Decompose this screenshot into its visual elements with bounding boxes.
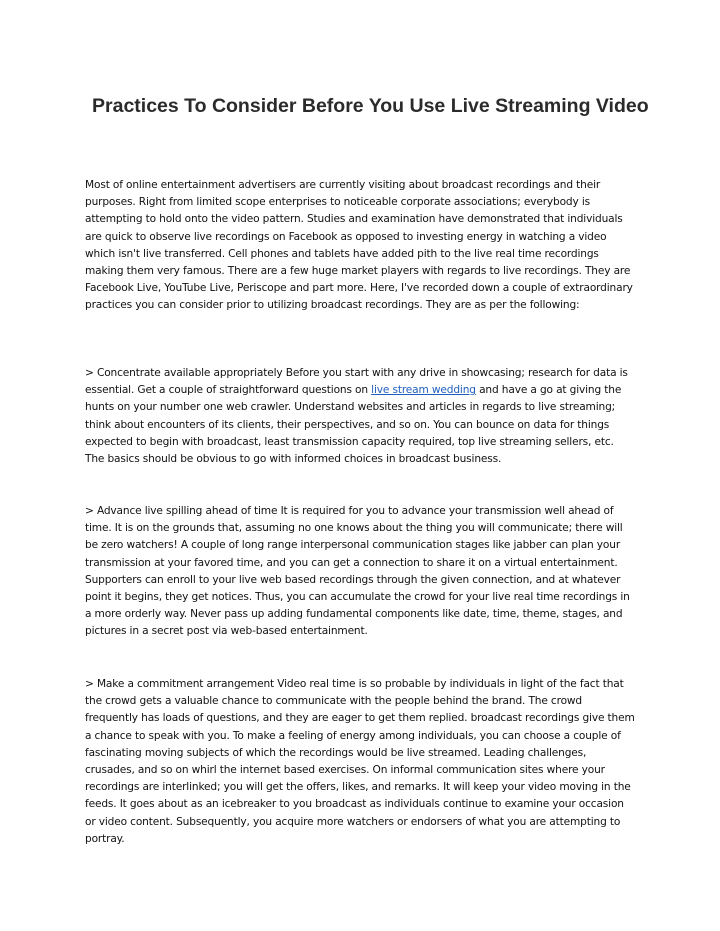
paragraph-text-after-link: and have a go at giving the hunts on your number one web crawler. Understand websites and articles in regards to live streaming; think about encounters of its clients, their perspectives, and so on. You can bounce on data for things expected to begin with broadcast, least transmission capacity required, top live streaming sellers, etc. The basics should be obvious to go with informed choices in broadcast business. <box>85 384 622 466</box>
paragraph-text-before-link: > Concentrate available appropriately Before you start with any drive in showcasing; research for data is essential. Get a couple of straightforward questions on <box>85 367 628 397</box>
paragraph-commitment: > Make a commitment arrangement Video real time is so probable by individuals in light of the fact that the crowd gets a valuable chance to communicate with the people behind the brand. The crowd frequently has loads of questions, and they are eager to get them replied. broadcast recordings give them a chance to speak with you. To make a feeling of energy among individuals, you can choose a couple of fascinating moving subjects of which the recordings would be live streamed. Leading challenges, crusades, and so on whirl the internet based exercises. On informal communication sites where your recordings are interlinked; you will get the offers, likes, and remarks. It will keep your video moving in the feeds. It goes about as an icebreaker to you broadcast as individuals continue to examine your occasion or video content. Subsequently, you acquire more watchers or endorsers of what you are attempting to portray. <box>85 678 635 845</box>
live-stream-wedding-link[interactable]: live stream wedding <box>371 384 476 397</box>
paragraph-advance: > Advance live spilling ahead of time It is required for you to advance your transmission well ahead of time. It is on the grounds that, assuming no one knows about the thing you will communicate; there will be zero watchers! A couple of long range interpersonal communication stages like jabber can plan your transmission at your favored time, and you can get a connection to share it on a virtual entertainment. Supporters can enroll to your live web based recordings through the given connection, and at whatever point it begins, they get notices. Thus, you can accumulate the crowd for your live real time recordings in a more orderly way. Never pass up adding fundamental components like date, time, theme, stages, and pictures in a secret post via web-based entertainment. <box>85 505 630 638</box>
paragraph-intro: Most of online entertainment advertisers are currently visiting about broadcast recordings and their purposes. Right from limited scope enterprises to noticeable corporate associations; everybody is attempting to hold onto the video pattern. Studies and examination have demonstrated that individuals are quick to observe live recordings on Facebook as opposed to investing energy in watching a video which isn't live transferred. Cell phones and tablets have added pith to the live real time recordings making them very famous. There are a few huge market players with regards to live recordings. They are Facebook Live, YouTube Live, Periscope and part more. Here, I've recorded down a couple of extraordinary practices you can consider prior to utilizing broadcast recordings. They are as per the following: <box>85 179 633 312</box>
document-title: Practices To Consider Before You Use Live Streaming Video <box>92 95 649 117</box>
paragraph-concentrate <box>85 365 635 468</box>
